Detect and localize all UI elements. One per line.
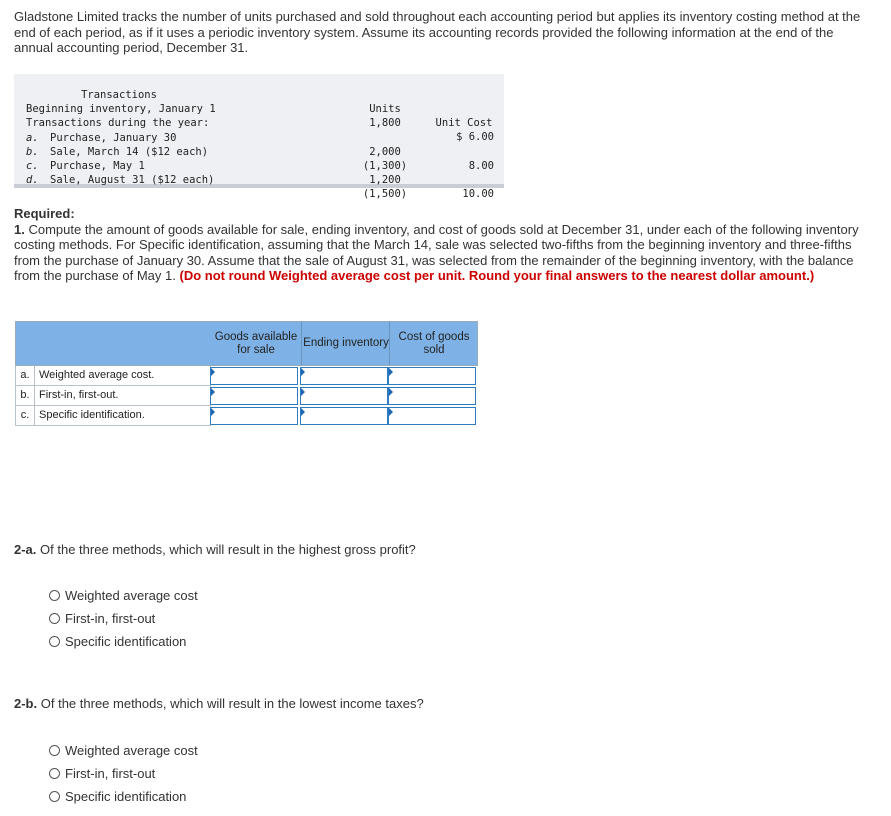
row-letter: b.: [16, 386, 35, 405]
header-cost-of-goods-sold: Cost of goods sold: [389, 322, 478, 365]
header-unit-cost: Unit Cost: [435, 117, 493, 129]
transaction-desc: Beginning inventory, January 1: [26, 103, 216, 115]
transaction-cost: 8.00: [468, 160, 494, 172]
header-transactions: Transactions: [81, 89, 157, 101]
radio-icon[interactable]: [49, 636, 60, 647]
required-section: [14, 206, 864, 284]
header-goods-available: Goods available for sale: [214, 331, 298, 356]
transaction-cost: $ 6.00: [456, 131, 494, 143]
table-row: [15, 366, 476, 386]
transaction-units: 2,000: [369, 146, 401, 158]
option-label: First-in, first-out: [65, 766, 156, 781]
required-body: Compute the amount of goods available for sale, ending inventory, and cost of goods sold at December 31, under each of the following inventory costing methods. For Specific identification, assuming that the March 14, sale was selected two-fifths from the beginning inventory and three-fifths from the purchase of January 30. Assume that the sale of August 31, was selected from the remainder of the beginning inventory, with the balance from the purchase of May 1.: [14, 221, 859, 283]
question-2b: [14, 696, 424, 711]
radio-icon[interactable]: [49, 791, 60, 802]
row-label: Weighted average cost.: [39, 369, 155, 381]
radio-icon[interactable]: [49, 745, 60, 756]
row-label: Specific identification.: [39, 409, 145, 421]
radio-option-specific-identification[interactable]: [49, 630, 198, 653]
transaction-letter: a.: [26, 132, 39, 144]
question-text: Of the three methods, which will result in the lowest income taxes?: [40, 696, 424, 711]
transaction-units: 1,200: [369, 174, 401, 186]
required-text: [14, 222, 864, 284]
cost-of-goods-sold-input[interactable]: [388, 407, 476, 425]
transaction-cost: 10.00: [462, 188, 494, 200]
header-units: Units: [369, 103, 401, 115]
row-letter: c.: [16, 406, 35, 425]
radio-option-weighted-average[interactable]: [49, 584, 198, 607]
transaction-desc: Sale, March 14 ($12 each): [50, 146, 209, 158]
transaction-desc: Purchase, May 1: [50, 160, 145, 172]
goods-available-input[interactable]: [210, 387, 298, 405]
radio-option-weighted-average[interactable]: [49, 739, 198, 762]
transactions-table: [14, 74, 504, 200]
table-row: [15, 386, 476, 406]
row-letter: a.: [16, 366, 35, 385]
transaction-letter: b.: [26, 146, 39, 158]
transaction-desc: Purchase, January 30: [50, 132, 177, 144]
options-2a: [49, 584, 198, 653]
transaction-units: (1,500): [362, 188, 408, 200]
transaction-letter: c.: [26, 160, 39, 172]
question-number: 2-b.: [14, 696, 38, 711]
goods-available-input[interactable]: [210, 367, 298, 385]
option-label: Weighted average cost: [65, 743, 198, 758]
question-number: 2-a.: [14, 542, 37, 557]
answer-table-header: [15, 321, 478, 366]
cost-of-goods-sold-input[interactable]: [388, 367, 476, 385]
option-label: Specific identification: [65, 634, 187, 649]
radio-option-fifo[interactable]: [49, 607, 198, 630]
radio-option-specific-identification[interactable]: [49, 785, 198, 808]
options-2b: [49, 739, 198, 808]
radio-icon[interactable]: [49, 590, 60, 601]
radio-icon[interactable]: [49, 613, 60, 624]
radio-icon[interactable]: [49, 768, 60, 779]
required-heading: Required:: [14, 206, 75, 221]
intro-paragraph: Gladstone Limited tracks the number of units purchased and sold throughout each accounting period but applies its inventory costing method at the end of each period, as if it uses a periodic inventory system. Assume its accounting records provided the following information at the end of the annual accounting period, December 31.: [14, 9, 861, 55]
option-label: Specific identification: [65, 789, 187, 804]
transaction-desc: Sale, August 31 ($12 each): [50, 174, 215, 186]
required-number: 1.: [14, 221, 25, 237]
transaction-units: (1,300): [362, 160, 408, 172]
option-label: First-in, first-out: [65, 611, 156, 626]
ending-inventory-input[interactable]: [300, 367, 388, 385]
question-2a: [14, 542, 416, 557]
transaction-units: 1,800: [369, 117, 401, 129]
question-text: Of the three methods, which will result in the highest gross profit?: [40, 542, 416, 557]
row-label: First-in, first-out.: [39, 389, 119, 401]
transaction-desc: Transactions during the year:: [26, 117, 210, 129]
radio-option-fifo[interactable]: [49, 762, 198, 785]
goods-available-input[interactable]: [210, 407, 298, 425]
transaction-letter: d.: [26, 174, 39, 186]
ending-inventory-input[interactable]: [300, 387, 388, 405]
table-row: [15, 406, 476, 426]
header-ending-inventory: Ending inventory: [301, 322, 390, 365]
option-label: Weighted average cost: [65, 588, 198, 603]
cost-of-goods-sold-input[interactable]: [388, 387, 476, 405]
required-note: (Do not round Weighted average cost per unit. Round your final answers to the nearest dollar amount.): [179, 268, 815, 283]
ending-inventory-input[interactable]: [300, 407, 388, 425]
